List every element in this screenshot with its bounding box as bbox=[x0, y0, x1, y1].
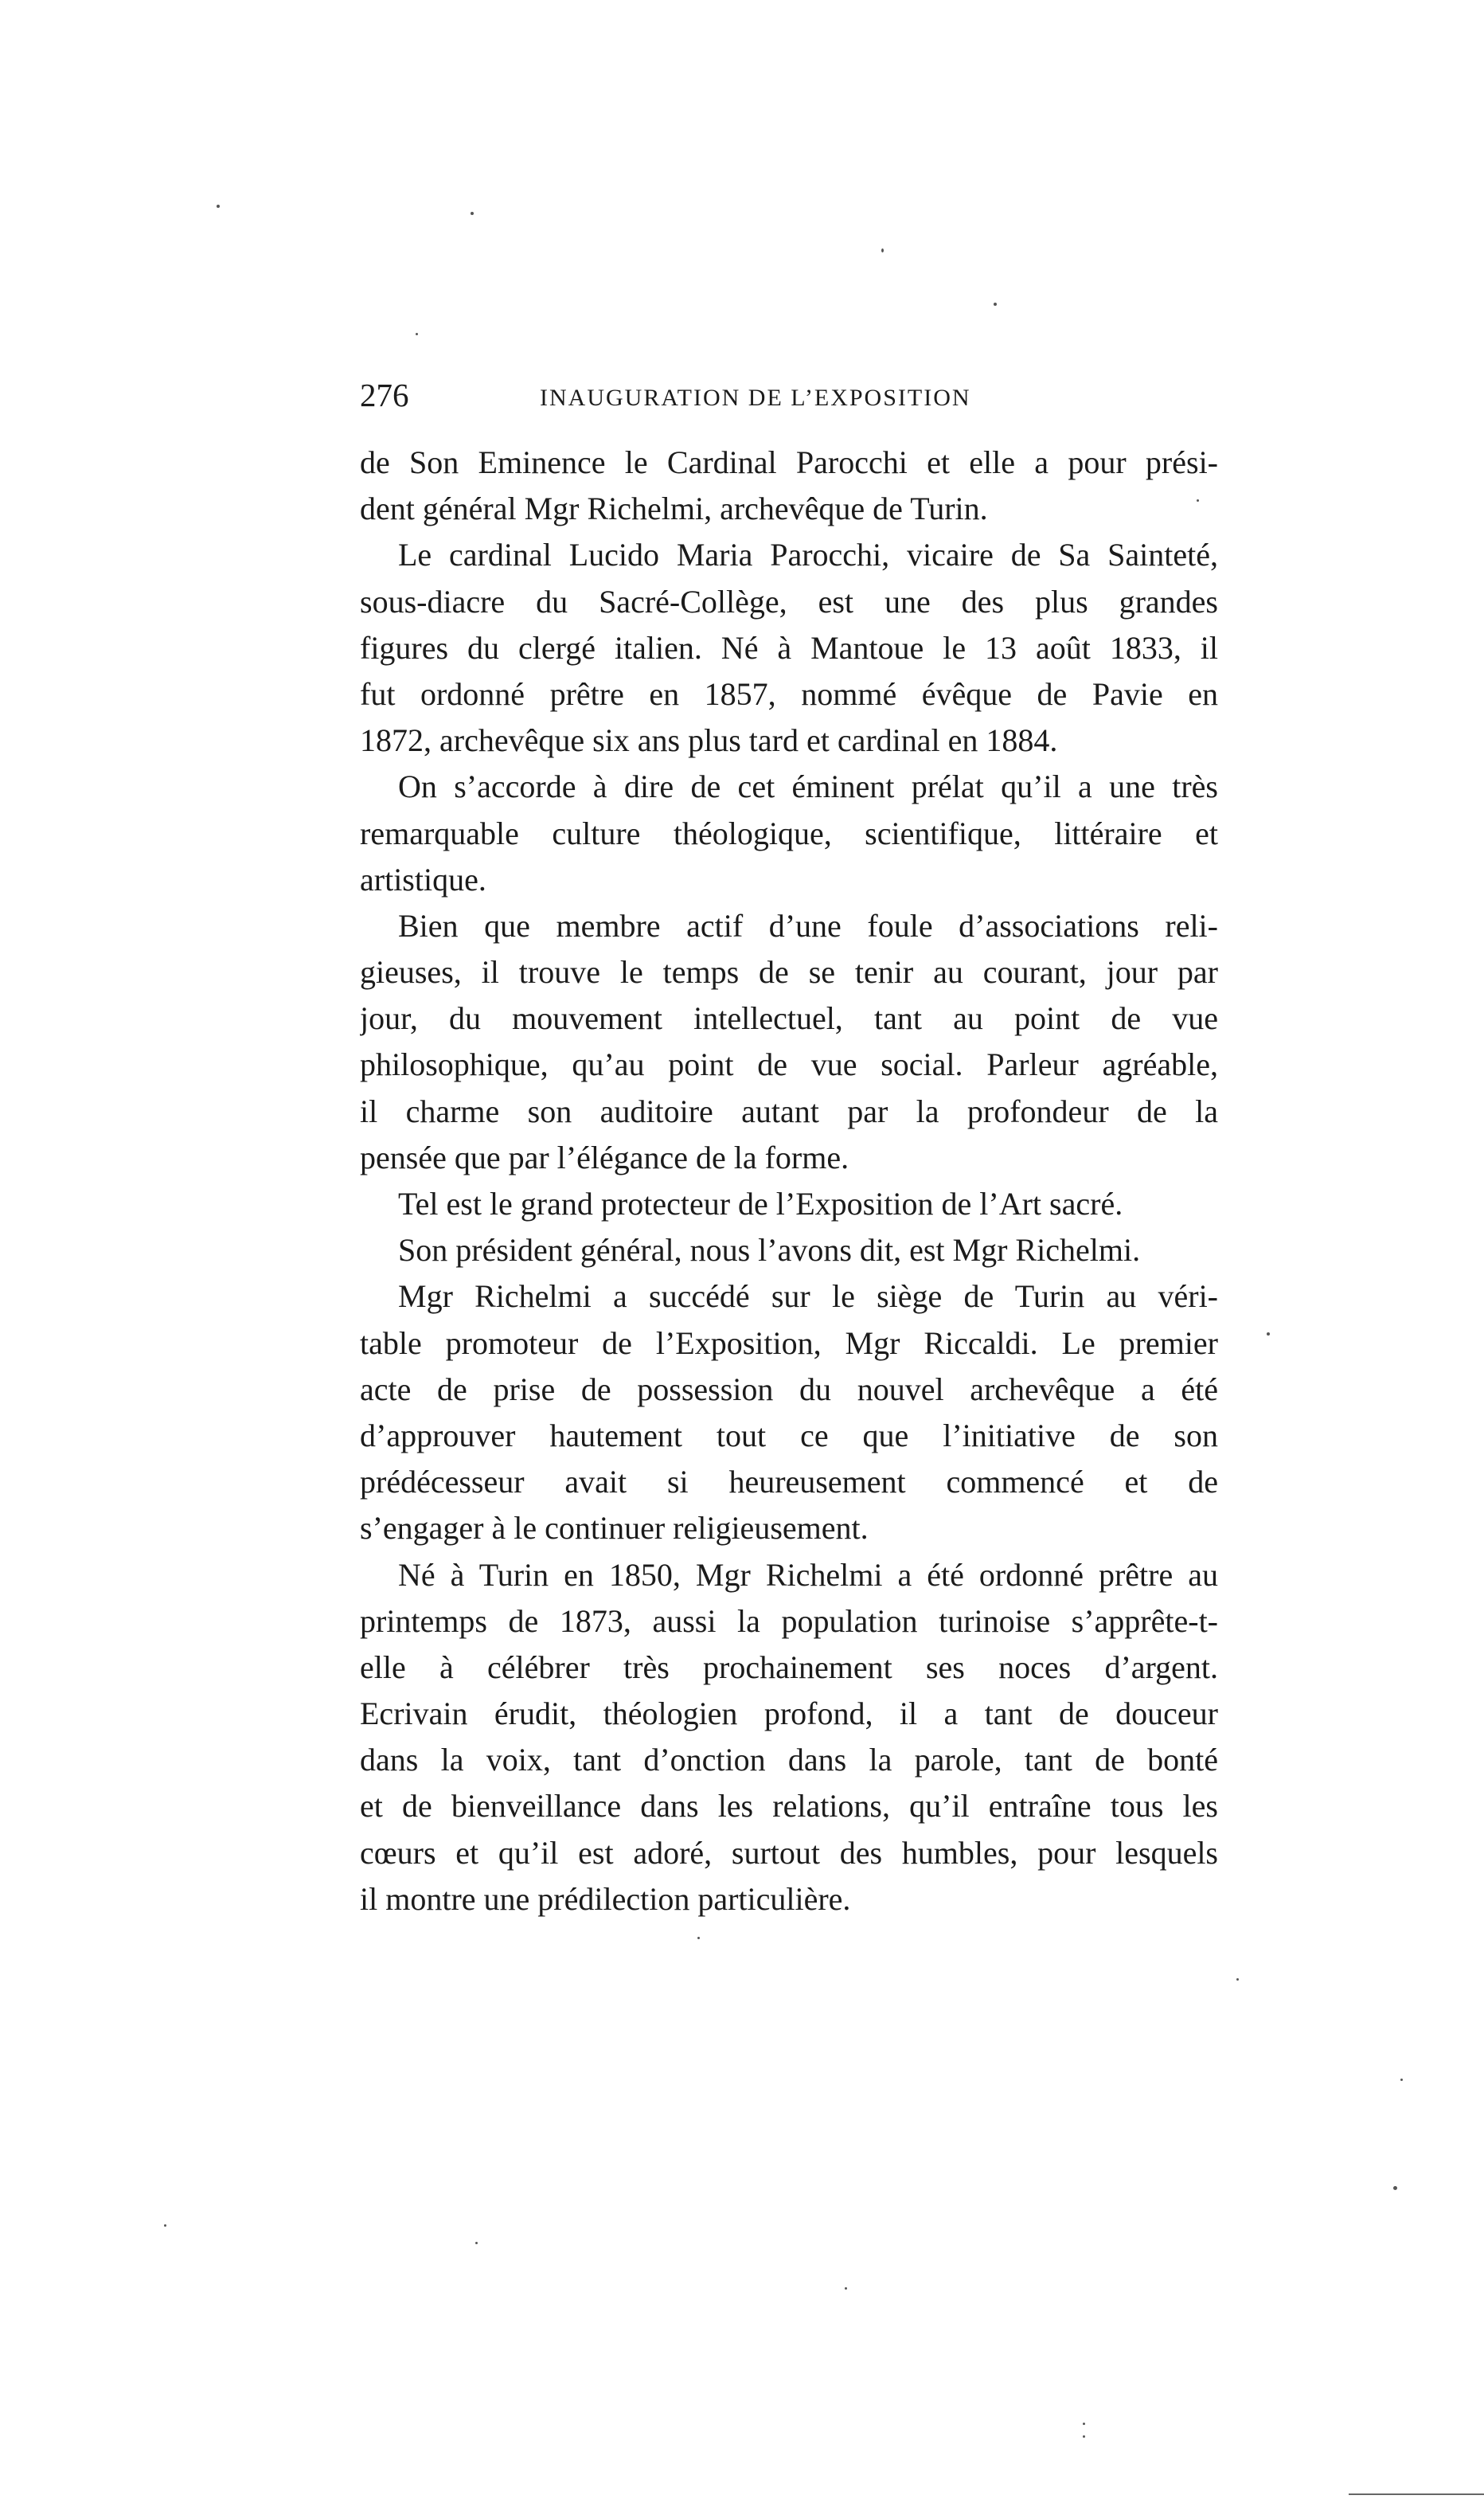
text-line: gieuses, il trouve le temps de se tenir au courant, jour par bbox=[360, 954, 1218, 991]
paragraph-5 bbox=[360, 1181, 1218, 1227]
paragraph-6 bbox=[360, 1227, 1218, 1273]
text-line: artistique. bbox=[360, 861, 486, 898]
scan-speck bbox=[1236, 1978, 1239, 1981]
text-line: acte de prise de possession du nouvel archevêque a été bbox=[360, 1371, 1218, 1407]
paragraph-8 bbox=[360, 1552, 1218, 1923]
text-line: remarquable culture théologique, scientifique, littéraire et bbox=[360, 815, 1218, 851]
text-line: dent général Mgr Richelmi, archevêque de Turin. bbox=[360, 491, 988, 527]
scan-speck bbox=[881, 248, 884, 252]
text-line: fut ordonné prêtre en 1857, nommé évêque de Pavie en bbox=[360, 675, 1218, 712]
text-line: jour, du mouvement intellectuel, tant au point de vue bbox=[360, 1000, 1218, 1037]
scan-speck bbox=[1083, 2423, 1085, 2425]
text-line: prédécesseur avait si heureusement commencé et de bbox=[360, 1464, 1218, 1500]
scan-speck bbox=[1400, 2079, 1403, 2081]
text-line: dans la voix, tant d’onction dans la parole, tant de bonté bbox=[360, 1742, 1218, 1778]
scan-speck bbox=[471, 212, 474, 215]
running-head bbox=[360, 373, 1008, 417]
text-line: philosophique, qu’au point de vue social. Parleur agréable, bbox=[360, 1046, 1218, 1083]
text-line: cœurs et qu’il est adoré, surtout des humbles, pour lesquels bbox=[360, 1834, 1218, 1871]
text-line: sous-diacre du Sacré-Collège, est une des plus grandes bbox=[360, 583, 1218, 620]
running-title: INAUGURATION DE L’EXPOSITION bbox=[540, 385, 971, 411]
scan-speck bbox=[994, 303, 997, 306]
paragraph-7 bbox=[360, 1273, 1218, 1551]
scan-speck bbox=[164, 2224, 166, 2227]
text-line: elle à célébrer très prochainement ses noces d’argent. bbox=[360, 1649, 1218, 1685]
paragraph-3 bbox=[360, 764, 1218, 903]
scan-speck bbox=[475, 2242, 478, 2244]
scan-speck bbox=[1393, 2186, 1397, 2190]
text-line: printemps de 1873, aussi la population turinoise s’apprête-t- bbox=[360, 1602, 1218, 1639]
text-line: figures du clergé italien. Né à Mantoue le 13 août 1833, il bbox=[360, 629, 1218, 666]
scan-speck bbox=[1083, 2435, 1085, 2438]
scan-speck bbox=[845, 2287, 847, 2290]
text-line: de Son Eminence le Cardinal Parocchi et elle a pour prési- bbox=[360, 444, 1218, 480]
text-line: Bien que membre actif d’une foule d’associations reli- bbox=[398, 907, 1218, 944]
paragraph-2 bbox=[360, 532, 1218, 764]
scan-edge-line bbox=[1349, 2493, 1484, 2495]
page-number: 276 bbox=[360, 377, 409, 413]
text-line: On s’accorde à dire de cet éminent prélat qu’il a une très bbox=[398, 769, 1218, 805]
text-line: pensée que par l’élégance de la forme. bbox=[360, 1139, 849, 1175]
text-line: 1872, archevêque six ans plus tard et cardinal en 1884. bbox=[360, 722, 1058, 759]
text-line: s’engager à le continuer religieusement. bbox=[360, 1510, 869, 1547]
text-line: il montre une prédilection particulière. bbox=[360, 1880, 851, 1917]
scan-speck bbox=[697, 1937, 700, 1939]
scan-speck bbox=[217, 205, 220, 208]
scan-speck bbox=[1267, 1332, 1270, 1336]
text-line: Ecrivain érudit, théologien profond, il a tant de douceur bbox=[360, 1696, 1218, 1732]
paragraph-4 bbox=[360, 903, 1218, 1181]
text-line: Tel est le grand protecteur de l’Exposition de l’Art sacré. bbox=[398, 1186, 1123, 1222]
text-line: Son président général, nous l’avons dit, est Mgr Richelmi. bbox=[398, 1232, 1141, 1269]
text-line: Mgr Richelmi a succédé sur le siège de Turin au véri- bbox=[398, 1278, 1218, 1315]
text-line: Né à Turin en 1850, Mgr Richelmi a été ordonné prêtre au bbox=[398, 1556, 1218, 1593]
text-line: Le cardinal Lucido Maria Parocchi, vicaire de Sa Sainteté, bbox=[398, 537, 1218, 573]
scan-speck bbox=[416, 333, 418, 335]
paragraph-1 bbox=[360, 440, 1218, 532]
text-line: d’approuver hautement tout ce que l’initiative de son bbox=[360, 1417, 1218, 1453]
text-line: il charme son auditoire autant par la profondeur de la bbox=[360, 1093, 1218, 1129]
text-line: et de bienveillance dans les relations, qu’il entraîne tous les bbox=[360, 1788, 1218, 1825]
body-text bbox=[360, 440, 1218, 1922]
text-line: table promoteur de l’Exposition, Mgr Riccaldi. Le premier bbox=[360, 1324, 1218, 1361]
